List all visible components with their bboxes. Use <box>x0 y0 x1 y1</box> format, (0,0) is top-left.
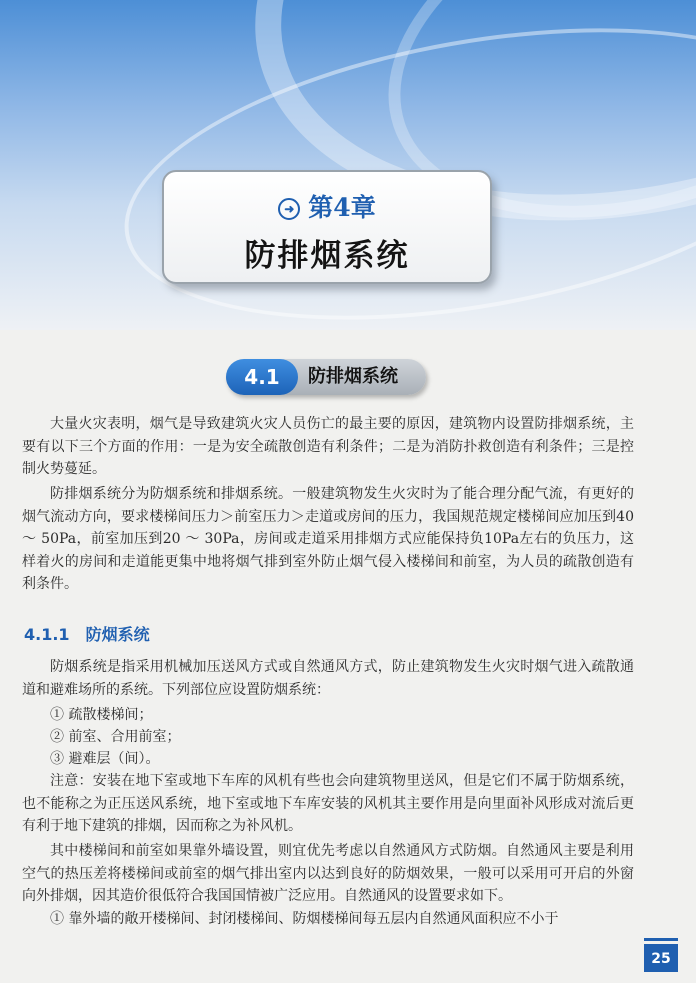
section-number: 4.1 <box>226 359 298 395</box>
chapter-title: 防排烟系统 <box>244 238 410 274</box>
subsection-intro-paragraph: 防烟系统是指采用机械加压送风方式或自然通风方式，防止建筑物发生火灾时烟气进入疏散通道和避难场所的系统。下列部位应设置防烟系统： <box>22 659 634 698</box>
requirement-paragraph: ① 靠外墙的敞开楼梯间、封闭楼梯间、防烟楼梯间每五层内自然通风面积应不小于 <box>50 911 559 927</box>
subsection-heading <box>24 622 166 645</box>
arrow-circle-icon: ➜ <box>278 198 300 220</box>
subsection-title: 防烟系统 <box>85 625 150 644</box>
list-item: ② 前室、合用前室； <box>50 729 181 745</box>
chapter-title-box <box>162 170 492 284</box>
list-item: ③ 避难层（间）。 <box>50 751 160 767</box>
section-heading <box>226 359 426 395</box>
intro-paragraph-2: 防排烟系统分为防烟系统和排烟系统。一般建筑物发生火灾时为了能合理分配气流，有更好的烟气流动方向，要求楼梯间压力＞前室压力＞走道或房间的压力，我国规范规定楼梯间应加压到40 ～ 50Pa，前室加压到20 ～ 30Pa，房间或走道采用排烟方式应能保持负10Pa左右的负压力，这样着火的房间和走道能更集中地将烟气排到室外防止烟气侵入楼梯间和前室，为人员的疏散创造有利条件。 <box>22 486 634 592</box>
chapter-label: 第4章 <box>308 193 376 222</box>
section-title: 防排烟系统 <box>308 366 398 387</box>
subsection-number: 4.1.1 <box>24 625 70 644</box>
page-number: 25 <box>644 944 678 972</box>
chapter-label-row <box>164 188 490 224</box>
intro-paragraph-1: 大量火灾表明，烟气是导致建筑火灾人员伤亡的最主要的原因，建筑物内设置防排烟系统，主要有以下三个方面的作用：一是为安全疏散创造有利条件；二是为消防扑救创造有利条件；三是控制火势蔓延。 <box>22 416 634 477</box>
list-item: ① 疏散楼梯间； <box>50 707 153 723</box>
note-paragraph: 注意：安装在地下室或地下车库的风机有些也会向建筑物里送风，但是它们不属于防烟系统，也不能称之为正压送风系统，地下室或地下车库安装的风机其主要作用是向里面补风形成对流后更有利于地下建筑的排烟，因而称之为补风机。 <box>22 773 634 834</box>
natural-ventilation-paragraph: 其中楼梯间和前室如果靠外墙设置，则宜优先考虑以自然通风方式防烟。自然通风主要是利用空气的热压差将楼梯间或前室的烟气排出室内以达到良好的防烟效果，一般可以采用可开启的外窗向外排烟，因其造价很低符合我国国情被广泛应用。自然通风的设置要求如下。 <box>22 843 634 904</box>
